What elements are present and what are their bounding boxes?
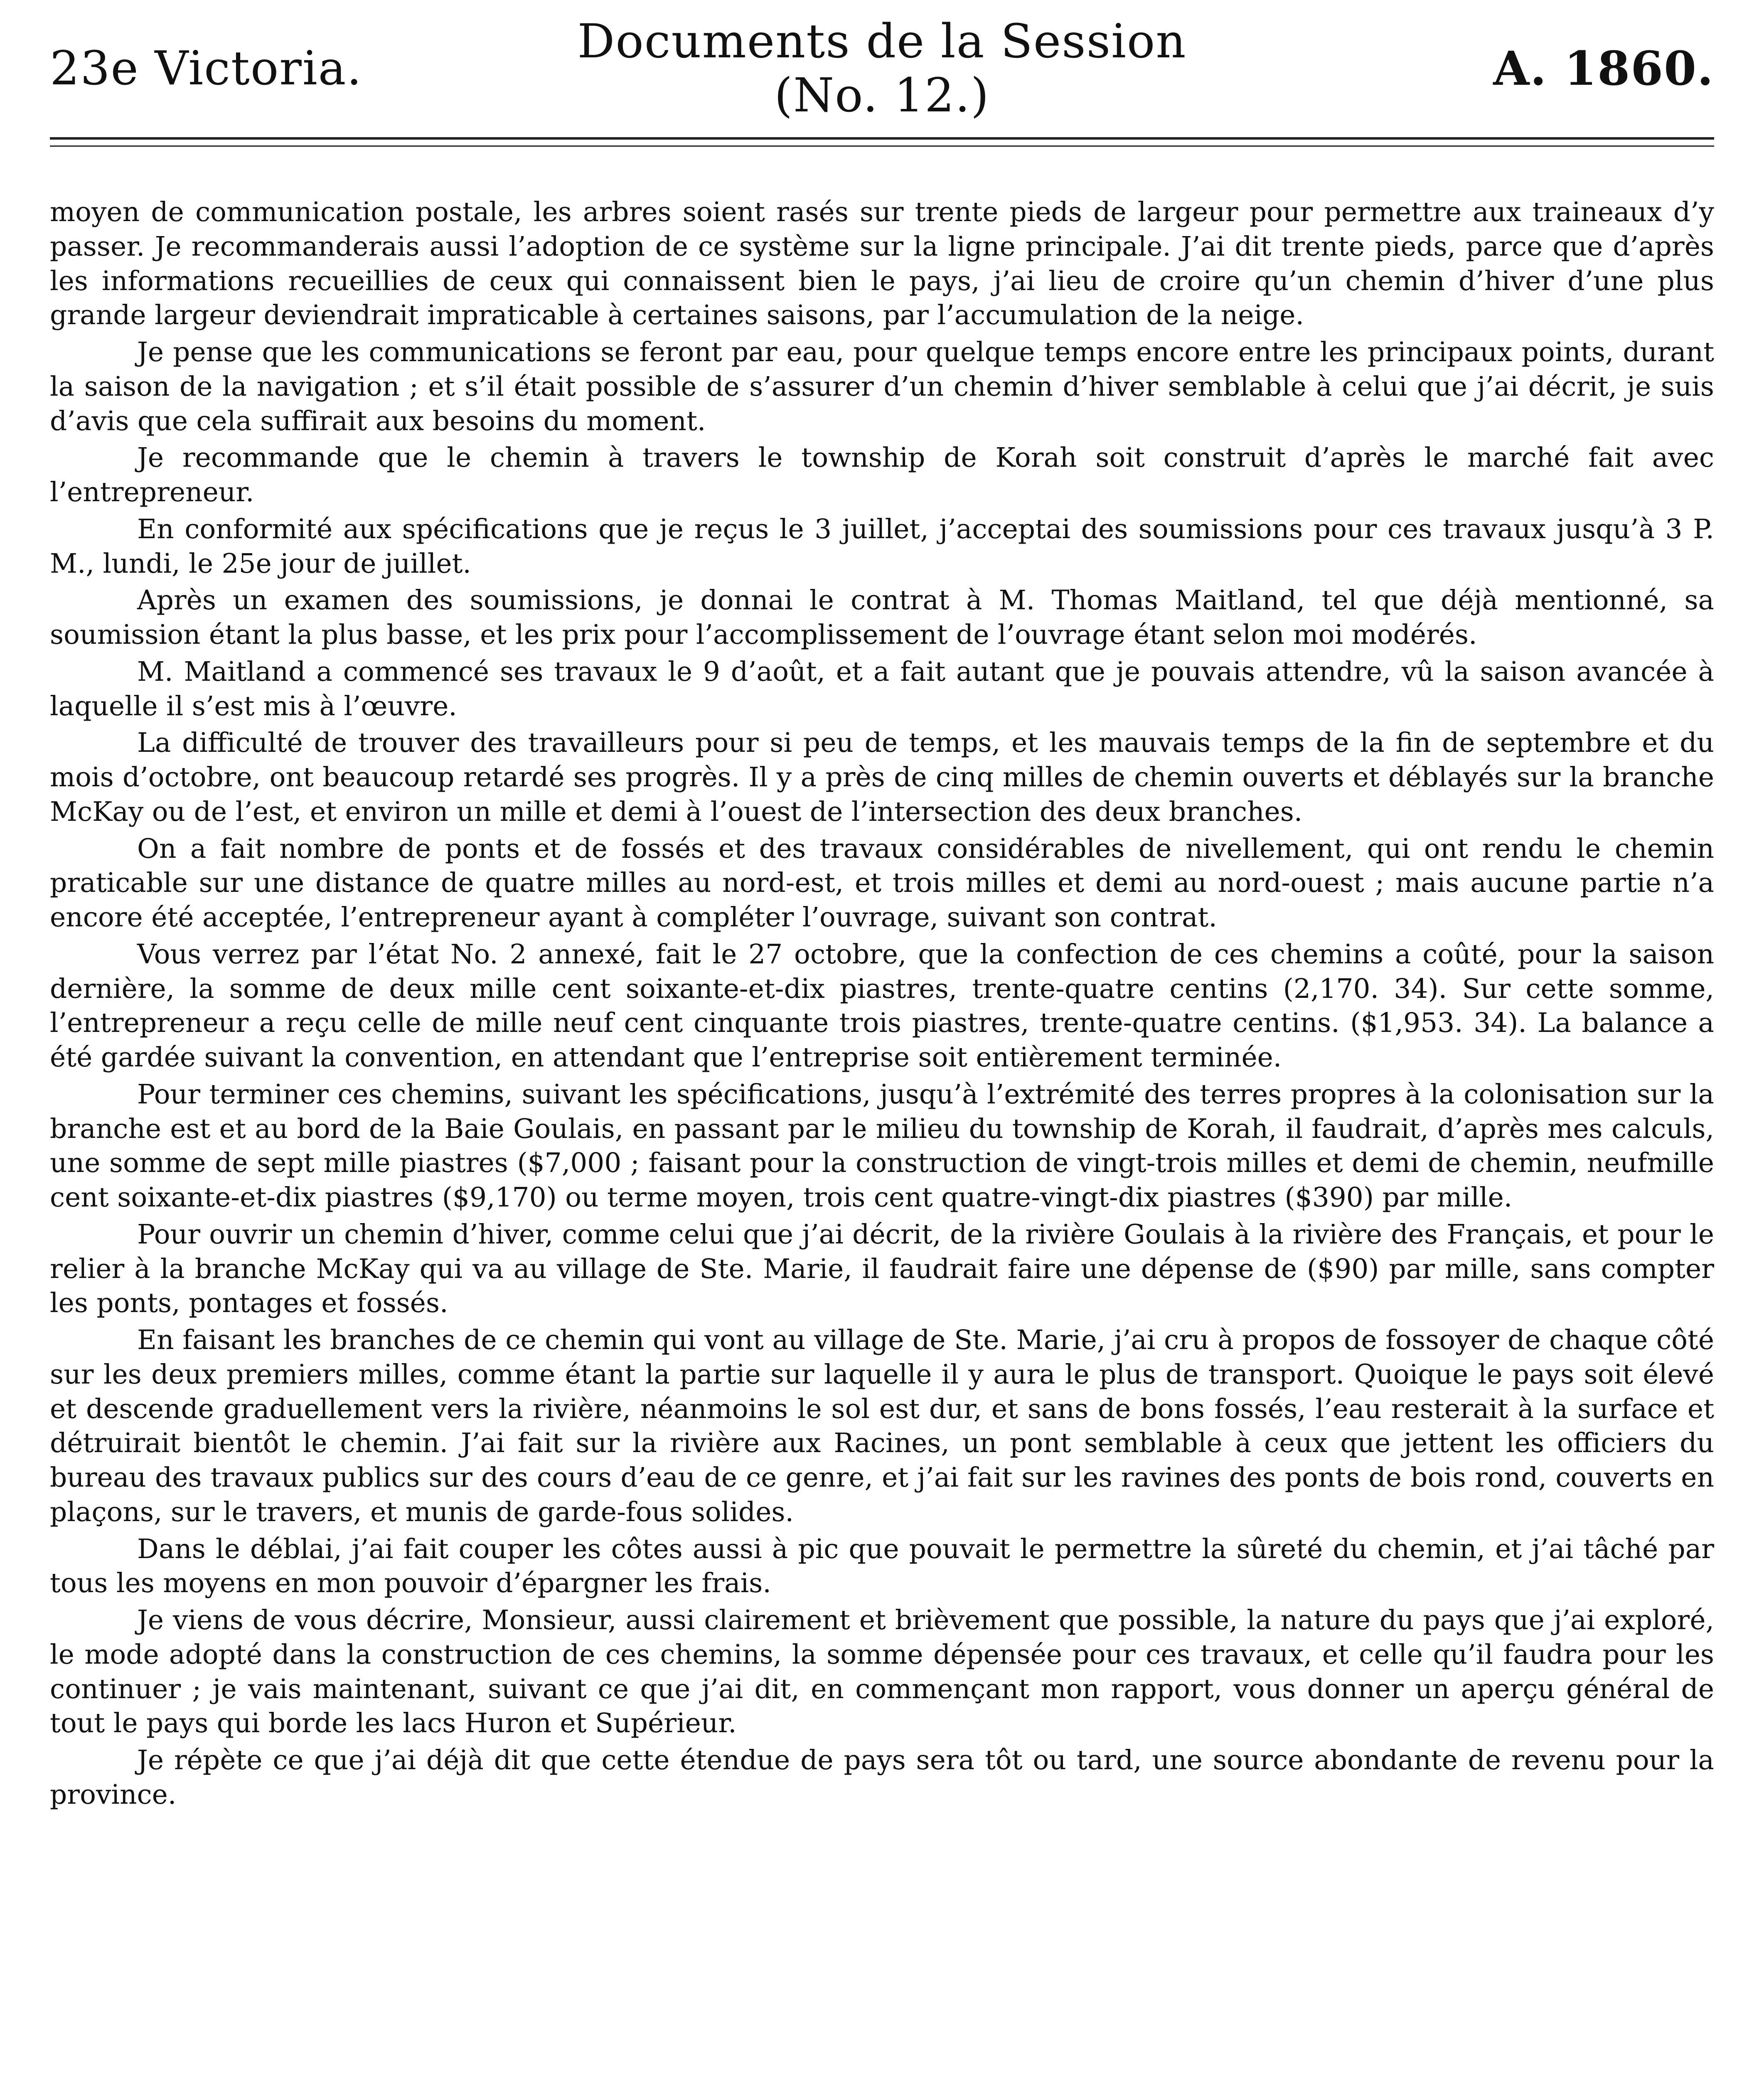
paragraph: Je viens de vous décrire, Monsieur, aussi clairement et brièvement que possible, la nature du pays que j’ai exploré, le mode adopté dans la construction de ces chemins, la somme dépensée pour ces travaux, et celle qu’il faudra pour les continuer ; je vais maintenant, suivant ce que j’ai dit, en commençant mon rapport, vous donner un aperçu général de tout le pays qui borde les lacs Huron et Supérieur. [50,1605,1714,1739]
paragraph: Je répète ce que j’ai déjà dit que cette étendue de pays sera tôt ou tard, une source abondante de revenu pour la province. [50,1745,1714,1810]
paragraph: Pour ouvrir un chemin d’hiver, comme celui que j’ai décrit, de la rivière Goulais à la rivière des Français, et pour le relier à la branche McKay qui va au village de Ste. Marie, il faudrait faire une dépense de ($90) par mille, sans compter les ponts, pontages et fossés. [50,1219,1714,1319]
paragraph: Je pense que les communications se feront par eau, pour quelque temps encore entre les principaux points, durant la saison de la navigation ; et s’il était possible de s’assurer d’un chemin d’hiver semblable à celui que j’ai décrit, je suis d’avis que cela suffirait aux besoins du moment. [50,337,1714,437]
header-volume: 23e Victoria. [50,42,363,96]
running-header [50,15,1714,123]
header-title: Documents de la Session (No. 12.) [577,15,1187,123]
paragraph: Pour terminer ces chemins, suivant les spécifications, jusqu’à l’extrémité des terres propres à la colonisation sur la branche est et au bord de la Baie Goulais, en passant par le milieu du township de Korah, il faudrait, d’après mes calculs, une somme de sept mille piastres ($7,000 ; faisant pour la construction de vingt-trois milles et demi de chemin, neufmille cent soixante-et-dix piastres ($9,170) ou terme moyen, trois cent quatre-vingt-dix piastres ($390) par mille. [50,1078,1714,1213]
paragraph: Je recommande que le chemin à travers le township de Korah soit construit d’après le marché fait avec l’entrepreneur. [50,442,1714,508]
paragraph: En conformité aux spécifications que je reçus le 3 juillet, j’acceptai des soumissions pour ces travaux jusqu’à 3 P. M., lundi, le 25e jour de juillet. [50,513,1714,579]
paragraph: En faisant les branches de ce chemin qui vont au village de Ste. Marie, j’ai cru à propos de fossoyer de chaque côté sur les deux premiers milles, comme étant la partie sur laquelle il y aura le plus de transport. Quoique le pays soit élevé et descende graduellement vers la rivière, néanmoins le sol est dur, et sans de bons fossés, l’eau resterait à la surface et détruirait bientôt le chemin. J’ai fait sur la rivière aux Racines, un pont semblable à ceux que jettent les officiers du bureau des travaux publics sur des cours d’eau de ce genre, et j’ai fait sur les ravines des ponts de bois rond, couverts en plaçons, sur le travers, et munis de garde-fous solides. [50,1325,1714,1528]
paragraph: Après un examen des soumissions, je donnai le contrat à M. Thomas Maitland, tel que déjà mentionné, sa soumission étant la plus basse, et les prix pour l’accomplissement de l’ouvrage étant selon moi modérés. [50,585,1714,650]
paragraph: Vous verrez par l’état No. 2 annexé, fait le 27 octobre, que la confection de ces chemins a coûté, pour la saison dernière, la somme de deux mille cent soixante-et-dix piastres, trente-quatre centins (2,170. 34). Sur cette somme, l’entrepreneur a reçu celle de mille neuf cent cinquante trois piastres, trente-quatre centins. ($1,953. 34). La balance a été gardée suivant la convention, en attendant que l’entreprise soit entièrement terminée. [50,938,1714,1073]
paragraph: M. Maitland a commencé ses travaux le 9 d’août, et a fait autant que je pouvais attendre, vû la saison avancée à laquelle il s’est mis à l’œuvre. [50,656,1714,722]
paragraph: moyen de communication postale, les arbres soient rasés sur trente pieds de largeur pour permettre aux traineaux d’y passer. Je recommanderais aussi l’adoption de ce système sur la ligne principale. J’ai dit trente pieds, parce que d’après les informations recueillies de ceux qui connaissent bien le pays, j’ai lieu de croire qu’un chemin d’hiver d’une plus grande largeur deviendrait impraticable à certaines saisons, par l’accumulation de la neige. [50,197,1714,331]
header-rule-thin [50,145,1714,147]
paragraph: On a fait nombre de ponts et de fossés et des travaux considérables de nivellement, qui ont rendu le chemin praticable sur une distance de quatre milles au nord-est, et trois milles et demi au nord-ouest ; mais aucune partie n’a encore été acceptée, l’entrepreneur ayant à compléter l’ouvrage, suivant son contrat. [50,833,1714,933]
body-text [50,195,1714,1815]
header-rule-thick [50,137,1714,140]
paragraph: La difficulté de trouver des travailleurs pour si peu de temps, et les mauvais temps de la fin de septembre et du mois d’octobre, ont beaucoup retardé ses progrès. Il y a près de cinq milles de chemin ouverts et déblayés sur la branche McKay ou de l’est, et environ un mille et demi à l’ouest de l’intersection des deux branches. [50,727,1714,827]
header-year: A. 1860. [1493,41,1714,96]
paragraph: Dans le déblai, j’ai fait couper les côtes aussi à pic que pouvait le permettre la sûreté du chemin, et j’ai tâché par tous les moyens en mon pouvoir d’épargner les frais. [50,1533,1714,1599]
